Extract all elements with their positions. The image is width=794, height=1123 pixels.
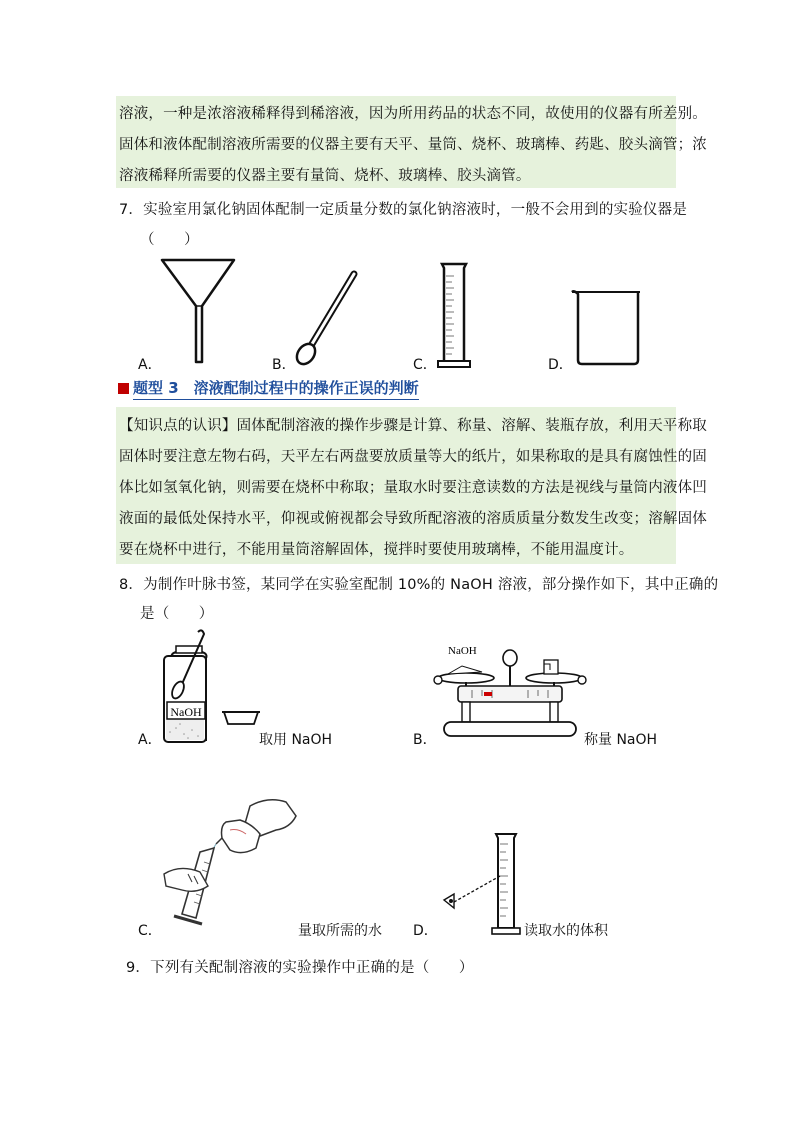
question-type-title: 题型 3 溶液配制过程中的操作正误的判断 bbox=[133, 377, 419, 400]
q7-option-a[interactable]: A． bbox=[138, 357, 162, 373]
q7-blank: （ ） bbox=[140, 232, 199, 248]
knowledge-line-3: 体比如氢氧化钠，则需要在烧杯中称取；量取水时要注意读数的方法是视线与量筒内液体凹 bbox=[119, 480, 707, 496]
knowledge-line-1: 【知识点的认识】固体配制溶液的操作步骤是计算、称量、溶解、装瓶存放，利用天平称取 bbox=[119, 418, 707, 434]
q8-option-c-caption: 量取所需的水 bbox=[298, 923, 382, 939]
beaker-icon bbox=[570, 288, 645, 368]
q8-option-d[interactable]: D． bbox=[413, 923, 438, 939]
q8-option-c[interactable]: C． bbox=[138, 923, 162, 939]
q7-stem: 7．实验室用氯化钠固体配制一定质量分数的氯化钠溶液时，一般不会用到的实验仪器是 bbox=[119, 202, 688, 218]
q8-option-b-caption: 称量 NaOH bbox=[584, 732, 658, 748]
q9-stem: 9．下列有关配制溶液的实验操作中正确的是（ ） bbox=[126, 960, 474, 976]
knowledge-line-4: 液面的最低处保持水平，仰视或俯视都会导致所配溶液的溶质质量分数发生改变；溶解固体 bbox=[119, 511, 707, 527]
q8-stem-line-2: 是（ ） bbox=[140, 606, 214, 622]
question-type-header bbox=[118, 378, 419, 398]
q8-option-a-caption: 取用 NaOH bbox=[259, 732, 333, 748]
q7-option-b[interactable]: B． bbox=[272, 357, 296, 373]
q8-option-a[interactable]: A． bbox=[138, 732, 162, 748]
funnel-icon bbox=[160, 258, 240, 368]
q8-option-d-caption: 读取水的体积 bbox=[524, 923, 608, 939]
explanation-line-1: 溶液，一种是浓溶液稀释得到稀溶液，因为所用药品的状态不同，故使用的仪器有所差别。 bbox=[119, 106, 707, 122]
knowledge-line-2: 固体时要注意左物右码，天平左右两盘要放质量等大的纸片，如果称取的是具有腐蚀性的固 bbox=[119, 449, 707, 465]
balance-pan-label: NaOH bbox=[448, 645, 477, 657]
graduated-cylinder-icon bbox=[436, 262, 476, 372]
spoon-icon bbox=[292, 268, 362, 368]
q7-option-c[interactable]: C． bbox=[413, 357, 437, 373]
q8-stem-line-1: 8．为制作叶脉书签，某同学在实验室配制 10%的 NaOH 溶液，部分操作如下，其中正确的 bbox=[119, 577, 719, 593]
bottle-label: NaOH bbox=[170, 705, 202, 719]
knowledge-line-5: 要在烧杯中进行，不能用量筒溶解固体，搅拌时要使用玻璃棒，不能用温度计。 bbox=[119, 542, 634, 558]
explanation-line-2: 固体和液体配制溶液所需要的仪器主要有天平、量筒、烧杯、玻璃棒、药匙、胶头滴管；浓 bbox=[119, 137, 707, 153]
red-square-icon bbox=[118, 383, 129, 394]
explanation-line-3: 溶液稀释所需要的仪器主要有量筒、烧杯、玻璃棒、胶头滴管。 bbox=[119, 168, 531, 184]
q8-option-b[interactable]: B． bbox=[413, 732, 437, 748]
pouring-water-icon bbox=[160, 790, 300, 930]
balance-icon bbox=[432, 640, 592, 740]
q7-option-d[interactable]: D． bbox=[548, 357, 573, 373]
